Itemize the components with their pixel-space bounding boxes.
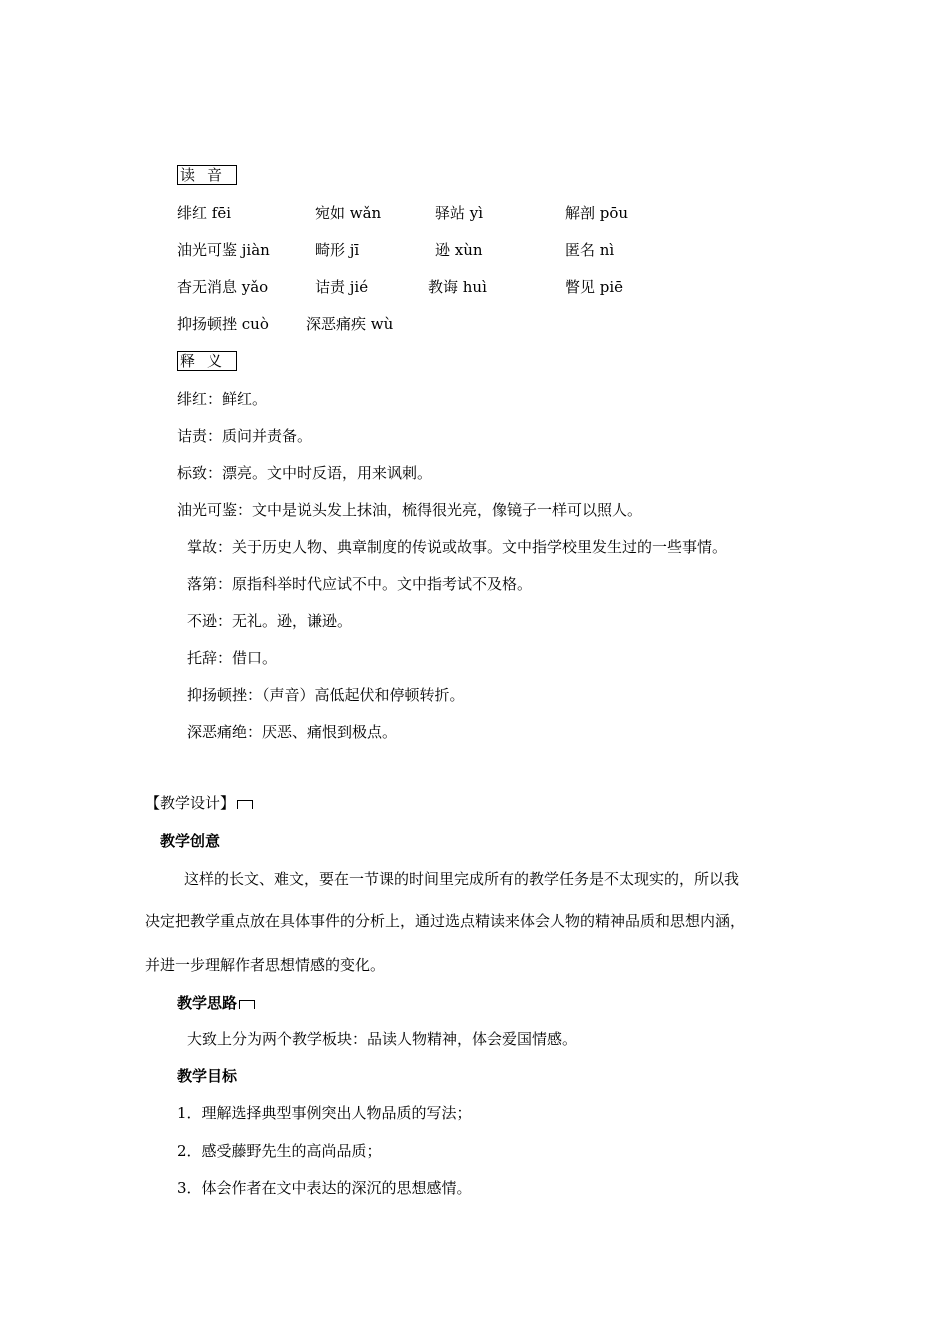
path-text: 大致上分为两个教学板块：品读人物精神，体会爱国情感。: [187, 1030, 578, 1048]
idea-title: 教学创意: [160, 832, 221, 850]
reading-item: 抑扬顿挫 cuò: [177, 315, 269, 333]
meaning-item: 落第：原指科举时代应试不中。文中指考试不及格。: [187, 575, 533, 593]
reading-item: 驿站 yì: [435, 204, 484, 222]
reading-item: 教诲 huì: [428, 278, 487, 296]
reading-item: 匿名 nì: [565, 241, 615, 259]
meaning-item: 标致：漂亮。文中时反语，用来讽刺。: [177, 464, 433, 482]
reading-item: 逊 xùn: [435, 241, 483, 259]
idea-line: 这样的长文、难文，要在一节课的时间里完成所有的教学任务是不太现实的，所以我: [184, 870, 740, 888]
edit-mark-icon: [239, 1000, 255, 1009]
goal-item: 3．体会作者在文中表达的深沉的思想感情。: [177, 1179, 472, 1197]
edit-mark-icon: [237, 800, 253, 809]
goal-item: 1．理解选择典型事例突出人物品质的写法；: [177, 1104, 472, 1122]
reading-item: 宛如 wǎn: [315, 204, 382, 222]
reading-item: 杳无消息 yǎo: [177, 278, 269, 296]
reading-item: 畸形 jī: [315, 241, 360, 259]
reading-item: 油光可鉴 jiàn: [177, 241, 270, 259]
meaning-item: 不逊：无礼。逊，谦逊。: [187, 612, 353, 630]
reading-item: 深恶痛疾 wù: [306, 315, 394, 333]
meaning-item: 绯红：鲜红。: [177, 390, 268, 408]
meaning-item: 诘责：质问并责备。: [177, 427, 313, 445]
path-title: 教学思路: [177, 993, 255, 1013]
idea-line: 并进一步理解作者思想情感的变化。: [145, 956, 386, 974]
reading-item: 瞥见 piē: [565, 278, 624, 296]
meaning-item: 深恶痛绝：厌恶、痛恨到极点。: [187, 723, 398, 741]
meaning-item: 抑扬顿挫：（声音）高低起伏和停顿转折。: [187, 686, 465, 704]
design-heading: 【教学设计】: [145, 793, 253, 813]
reading-item: 绯红 fēi: [177, 204, 231, 222]
goal-title: 教学目标: [177, 1067, 238, 1085]
reading-heading: 读音: [177, 165, 237, 185]
meaning-heading: 释义: [177, 351, 237, 371]
reading-item: 诘责 jié: [315, 278, 369, 296]
idea-line: 决定把教学重点放在具体事件的分析上，通过选点精读来体会人物的精神品质和思想内涵，: [145, 912, 746, 930]
meaning-item: 掌故：关于历史人物、典章制度的传说或故事。文中指学校里发生过的一些事情。: [187, 538, 728, 556]
meaning-item: 托辞：借口。: [187, 649, 278, 667]
goal-item: 2．感受藤野先生的高尚品质；: [177, 1142, 382, 1160]
reading-item: 解剖 pōu: [565, 204, 629, 222]
meaning-item: 油光可鉴：文中是说头发上抹油，梳得很光亮，像镜子一样可以照人。: [177, 501, 643, 519]
